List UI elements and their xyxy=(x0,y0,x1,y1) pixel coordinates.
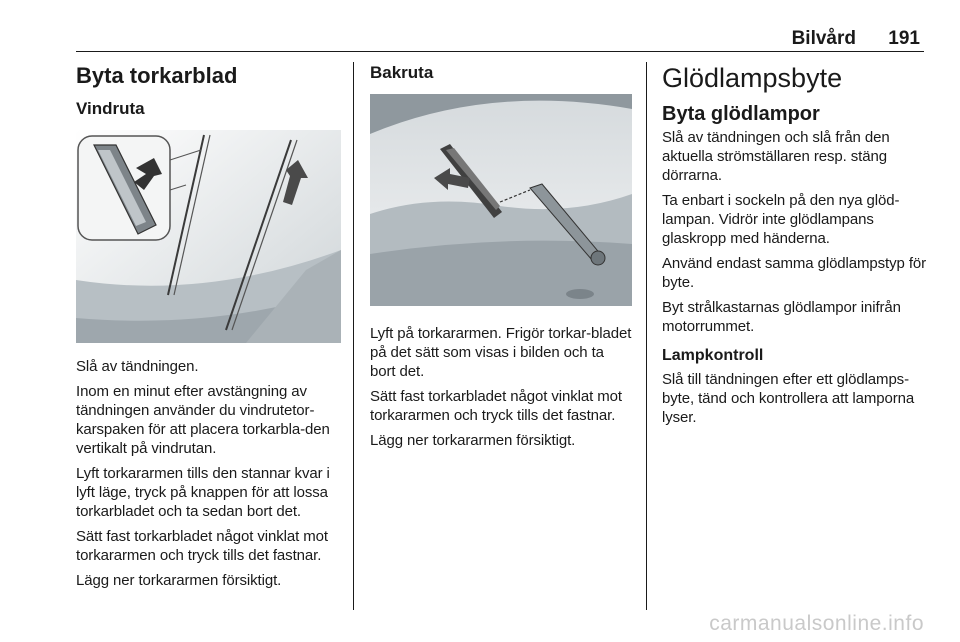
paragraph: Lyft torkararmen tills den stannar kvar i lyft läge, tryck på knappen för att lossa torkarbladet och ta sedan bort det. xyxy=(76,465,330,520)
paragraph: Slå av tändningen. xyxy=(76,358,199,375)
paragraph: Använd endast samma glödlampstyp för byte. xyxy=(662,255,927,291)
section-title-bulb-replacement: Glödlampsbyte xyxy=(662,63,843,93)
page-number: 191 xyxy=(888,28,920,49)
windshield-wiper-illustration xyxy=(76,130,341,343)
paragraph: Inom en minut efter avstängning av tändningen använder du vindrutetor-karspaken för att placera torkarbla-den vertikalt på vindrutan. xyxy=(76,383,330,457)
paragraph: Lägg ner torkararmen försiktigt. xyxy=(370,432,576,449)
column-divider-1 xyxy=(353,62,354,610)
watermark: carmanualsonline.info xyxy=(709,612,924,635)
column-2 xyxy=(370,62,632,456)
subsection-title-windshield: Vindruta xyxy=(76,99,145,118)
paragraph: Slå av tändningen och slå från den aktuella strömställaren resp. stäng dörrarna. xyxy=(662,129,890,184)
column-divider-2 xyxy=(646,62,647,610)
paragraph: Lyft på torkararmen. Frigör torkar-bladet på det sätt som visas i bilden och ta bort det. xyxy=(370,325,632,380)
subsection-title-replace-bulbs: Byta glödlampor xyxy=(662,103,820,125)
rear-wiper-illustration xyxy=(370,94,632,306)
paragraph: Slå till tändningen efter ett glödlamps-byte, tänd och kontrollera att lamporna lyser. xyxy=(662,371,915,426)
paragraph: Sätt fast torkarbladet något vinklat mot torkararmen och tryck tills det fastnar. xyxy=(370,388,622,424)
subsection-title-rear-window: Bakruta xyxy=(370,63,434,82)
subsection-title-lamp-check: Lampkontroll xyxy=(662,347,764,364)
paragraph: Ta enbart i sockeln på den nya glöd-lampan. Vidrör inte glödlampans glaskropp med händerna. xyxy=(662,192,900,247)
header-rule xyxy=(76,51,924,52)
paragraph: Byt strålkastarnas glödlampor inifrån motorrummet. xyxy=(662,299,901,335)
section-title-wiper-blades: Byta torkarblad xyxy=(76,63,238,88)
header-section-title: Bilvård xyxy=(791,28,856,49)
column-1 xyxy=(76,62,341,596)
paragraph: Sätt fast torkarbladet något vinklat mot torkararmen och tryck tills det fastnar. xyxy=(76,528,328,564)
column-3 xyxy=(662,62,930,433)
paragraph: Lägg ner torkararmen försiktigt. xyxy=(76,572,282,589)
